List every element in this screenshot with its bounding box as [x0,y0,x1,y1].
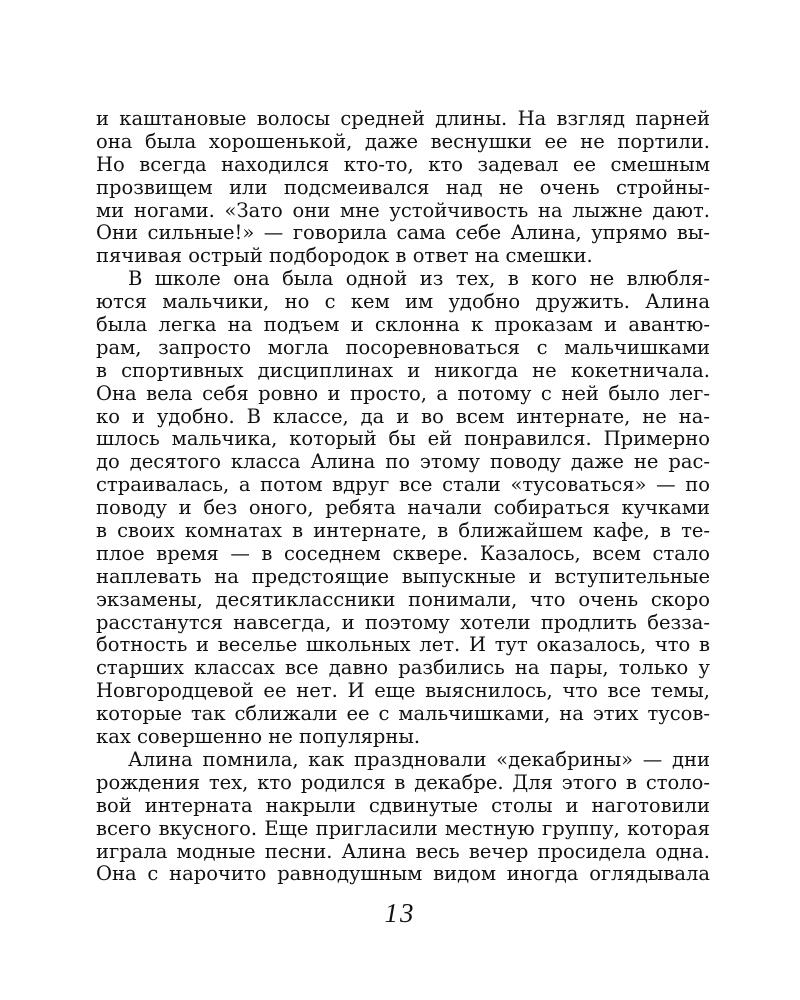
text-line: рам, запросто могла посоревноваться с мальчишками [96,335,710,359]
text-line: наплевать на предстоящие выпускные и вступительные [96,564,710,588]
text-line: вой интерната накрыли сдвинутые столы и наготовили [96,793,710,817]
paragraph [96,108,710,268]
text-line: расстанутся навсегда, и поэтому хотели продлить безза- [96,610,710,634]
text-line: старших классах все давно разбились на пары, только у [96,656,710,680]
text-line: ботность и веселье школьных лет. И тут оказалось, что в [96,633,710,657]
body-text [96,108,710,886]
text-line: всего вкусного. Еще пригласили местную группу, которая [96,816,710,840]
text-line: шлось мальчика, который бы ей понравился. Примерно [96,427,710,451]
text-line: Они сильные!» — говорила сама себе Алина, упрямо вы- [96,221,710,245]
page-number: 13 [384,898,416,928]
text-line: поводу и без оного, ребята начали собираться кучками [96,496,710,520]
text-line: ках совершенно не популярны. [96,725,421,749]
text-line: до десятого класса Алина по этому поводу даже не рас- [96,450,710,474]
text-line: экзамены, десятиклассники понимали, что очень скоро [96,587,710,611]
text-line: и каштановые волосы средней длины. На взгляд парней [96,107,710,130]
text-line: она была хорошенькой, даже веснушки ее не портили. [96,129,710,153]
text-line: ются мальчики, но с кем им удобно дружить. Алина [96,290,710,314]
text-line: которые так сближали ее с мальчишками, на этих тусов- [96,702,710,726]
text-line: Она вела себя ровно и просто, а потому с ней было лег- [96,381,710,405]
text-line: играла модные песни. Алина весь вечер просидела одна. [96,839,710,863]
text-line: прозвищем или подсмеивался над не очень стройны- [96,175,710,199]
text-line: ко и удобно. В классе, да и во всем интернате, не на- [96,404,710,428]
text-line: была легка на подъем и склонна к проказам и авантю- [96,313,710,337]
paragraph [96,268,710,749]
text-line: В школе она была одной из тех, в кого не влюбля- [128,267,710,291]
text-line: Новгородцевой ее нет. И еще выяснилось, что все темы, [96,679,710,703]
text-line: ми ногами. «Зато они мне устойчивость на лыжне дают. [96,198,710,222]
text-line: Но всегда находился кто-то, кто задевал ее смешным [96,152,710,176]
text-line: пячивая острый подбородок в ответ на смешки. [96,244,593,268]
paragraph [96,749,710,886]
text-line: Она с нарочито равнодушным видом иногда оглядывала [96,862,710,886]
text-line: Алина помнила, как праздновали «декабрины» — дни [128,747,710,771]
text-line: плое время — в соседнем сквере. Казалось, всем стало [96,541,710,565]
text-line: в своих комнатах в интернате, в ближайшем кафе, в те- [96,519,710,543]
text-line: в спортивных дисциплинах и никогда не кокетничала. [96,358,710,382]
text-line: рождения тех, кто родился в декабре. Для этого в столо- [96,770,710,794]
text-line: страивалась, а потом вдруг все стали «тусоваться» — по [96,473,710,497]
